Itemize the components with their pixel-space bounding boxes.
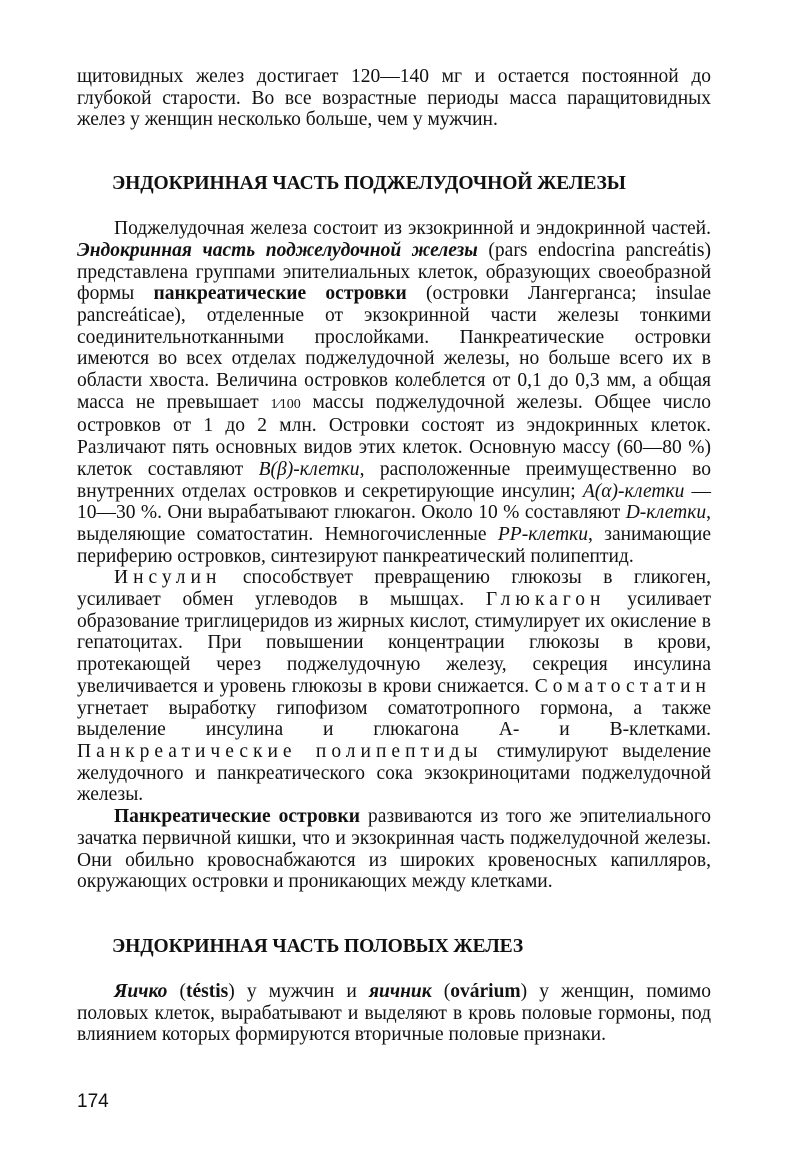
term-a-cells: A(α)-клетки bbox=[582, 480, 685, 502]
term-pancreatic-polypeptides: Панкреатические полипептиды bbox=[77, 740, 483, 762]
term-glucagon: Глюкагон bbox=[485, 589, 606, 611]
page-body bbox=[77, 66, 711, 1046]
continuation-paragraph: щитовидных желез достигает 120—140 мг и остается постоянной до глубокой старости. Во все возрастные периоды масса паращитовидных желез у женщин несколько больше, чем у мужчин. bbox=[77, 66, 711, 131]
section-heading-gonads: ЭНДОКРИННАЯ ЧАСТЬ ПОЛОВЫХ ЖЕЛЕЗ bbox=[112, 935, 524, 957]
latin-ovarium: ovárium bbox=[450, 980, 521, 1002]
term-b-cells: B(β)-клетки bbox=[258, 458, 360, 480]
term-pancreatic-islets-2: Панкреатические островки bbox=[114, 806, 360, 828]
term-pp-cells: PP-клетки bbox=[497, 523, 589, 545]
term-insulin: Инсулин bbox=[114, 567, 222, 589]
section-heading-pancreas: ЭНДОКРИННАЯ ЧАСТЬ ПОДЖЕЛУДОЧНОЙ ЖЕЛЕЗЫ bbox=[112, 173, 626, 195]
paragraph-hormones: Инсулин способствует превращению глюкозы в гликоген, усиливает обмен углеводов в мышцах. Глюкагон усиливает образование триглицеридов из жирных кислот, стимулирует их окисление в гепатоцитах. При повышении концентрации глюкозы в крови, протекающей через поджелудочную железу, секреция инсулина увеличивается и уровень глюкозы в крови снижается. Соматостатин угнетает выработку гипофизом соматотропного гормона, а также выделение инсулина и глюкагона А- и В-клетками. Панкреатические полипептиды стимулируют выделение желудочного и панкреатического сока экзокриноцитами поджелудочной железы. bbox=[77, 567, 711, 806]
paragraph-gonads: Яичко (téstis) у мужчин и яичник (ovárium) у женщин, помимо половых клеток, вырабатывают и выделяют в кровь половые гормоны, под влиянием которых формируются вторичные половые признаки. bbox=[77, 980, 712, 1046]
term-testis: Яичко bbox=[114, 980, 168, 1002]
term-ovary: яичник bbox=[368, 980, 432, 1002]
fraction: 1⁄100 bbox=[270, 396, 301, 412]
page-number: 174 bbox=[77, 1091, 109, 1112]
term-somatostatin: Соматостатин bbox=[534, 675, 711, 697]
paragraph-pancreas-structure: Поджелудочная железа состоит из экзокринной и эндокринной частей. Эндокринная часть поджелудочной железы (pars endocrina pancreátis) представлена группами эпителиальных клеток, образующих своеобразной формы панкреатические островки (островки Лангерганса; insulae pancreáticae), отделенные от экзокринной части железы тонкими соединительнотканными прослойками. Панкреатические островки имеются во всех отделах поджелудочной железы, но больше всего их в области хвоста. Величина островков колеблется от 0,1 до 0,3 мм, а общая масса не превышает 1⁄100 массы поджелудочной железы. Общее число островков от 1 до 2 млн. Островки состоят из эндокринных клеток. Различают пять основных видов этих клеток. Основную массу (60—80 %) клеток составляют B(β)-клетки, расположенные преимущественно во внутренних отделах островков и секретирующие инсулин; A(α)-клетки — 10—30 %. Они вырабатывают глюкагон. Около 10 % составляют D-клетки, выделяющие соматостатин. Немногочисленные PP-клетки, занимающие периферию островков, синтезируют панкреатический полипептид. bbox=[77, 218, 712, 567]
paragraph-islet-development: Панкреатические островки развиваются из того же эпителиального зачатка первичной кишки, что и экзокринная часть поджелудочной железы. Они обильно кровоснабжаются из широких кровеносных капилляров, окружающих островки и проникающих между клетками. bbox=[77, 806, 712, 893]
term-d-cells: D-клетки bbox=[625, 502, 707, 524]
term-pancreatic-islets: панкреатические островки bbox=[153, 283, 407, 305]
latin-testis: téstis bbox=[186, 980, 229, 1002]
term-endocrine-part: Эндокринная часть поджелудочной железы bbox=[77, 239, 478, 261]
